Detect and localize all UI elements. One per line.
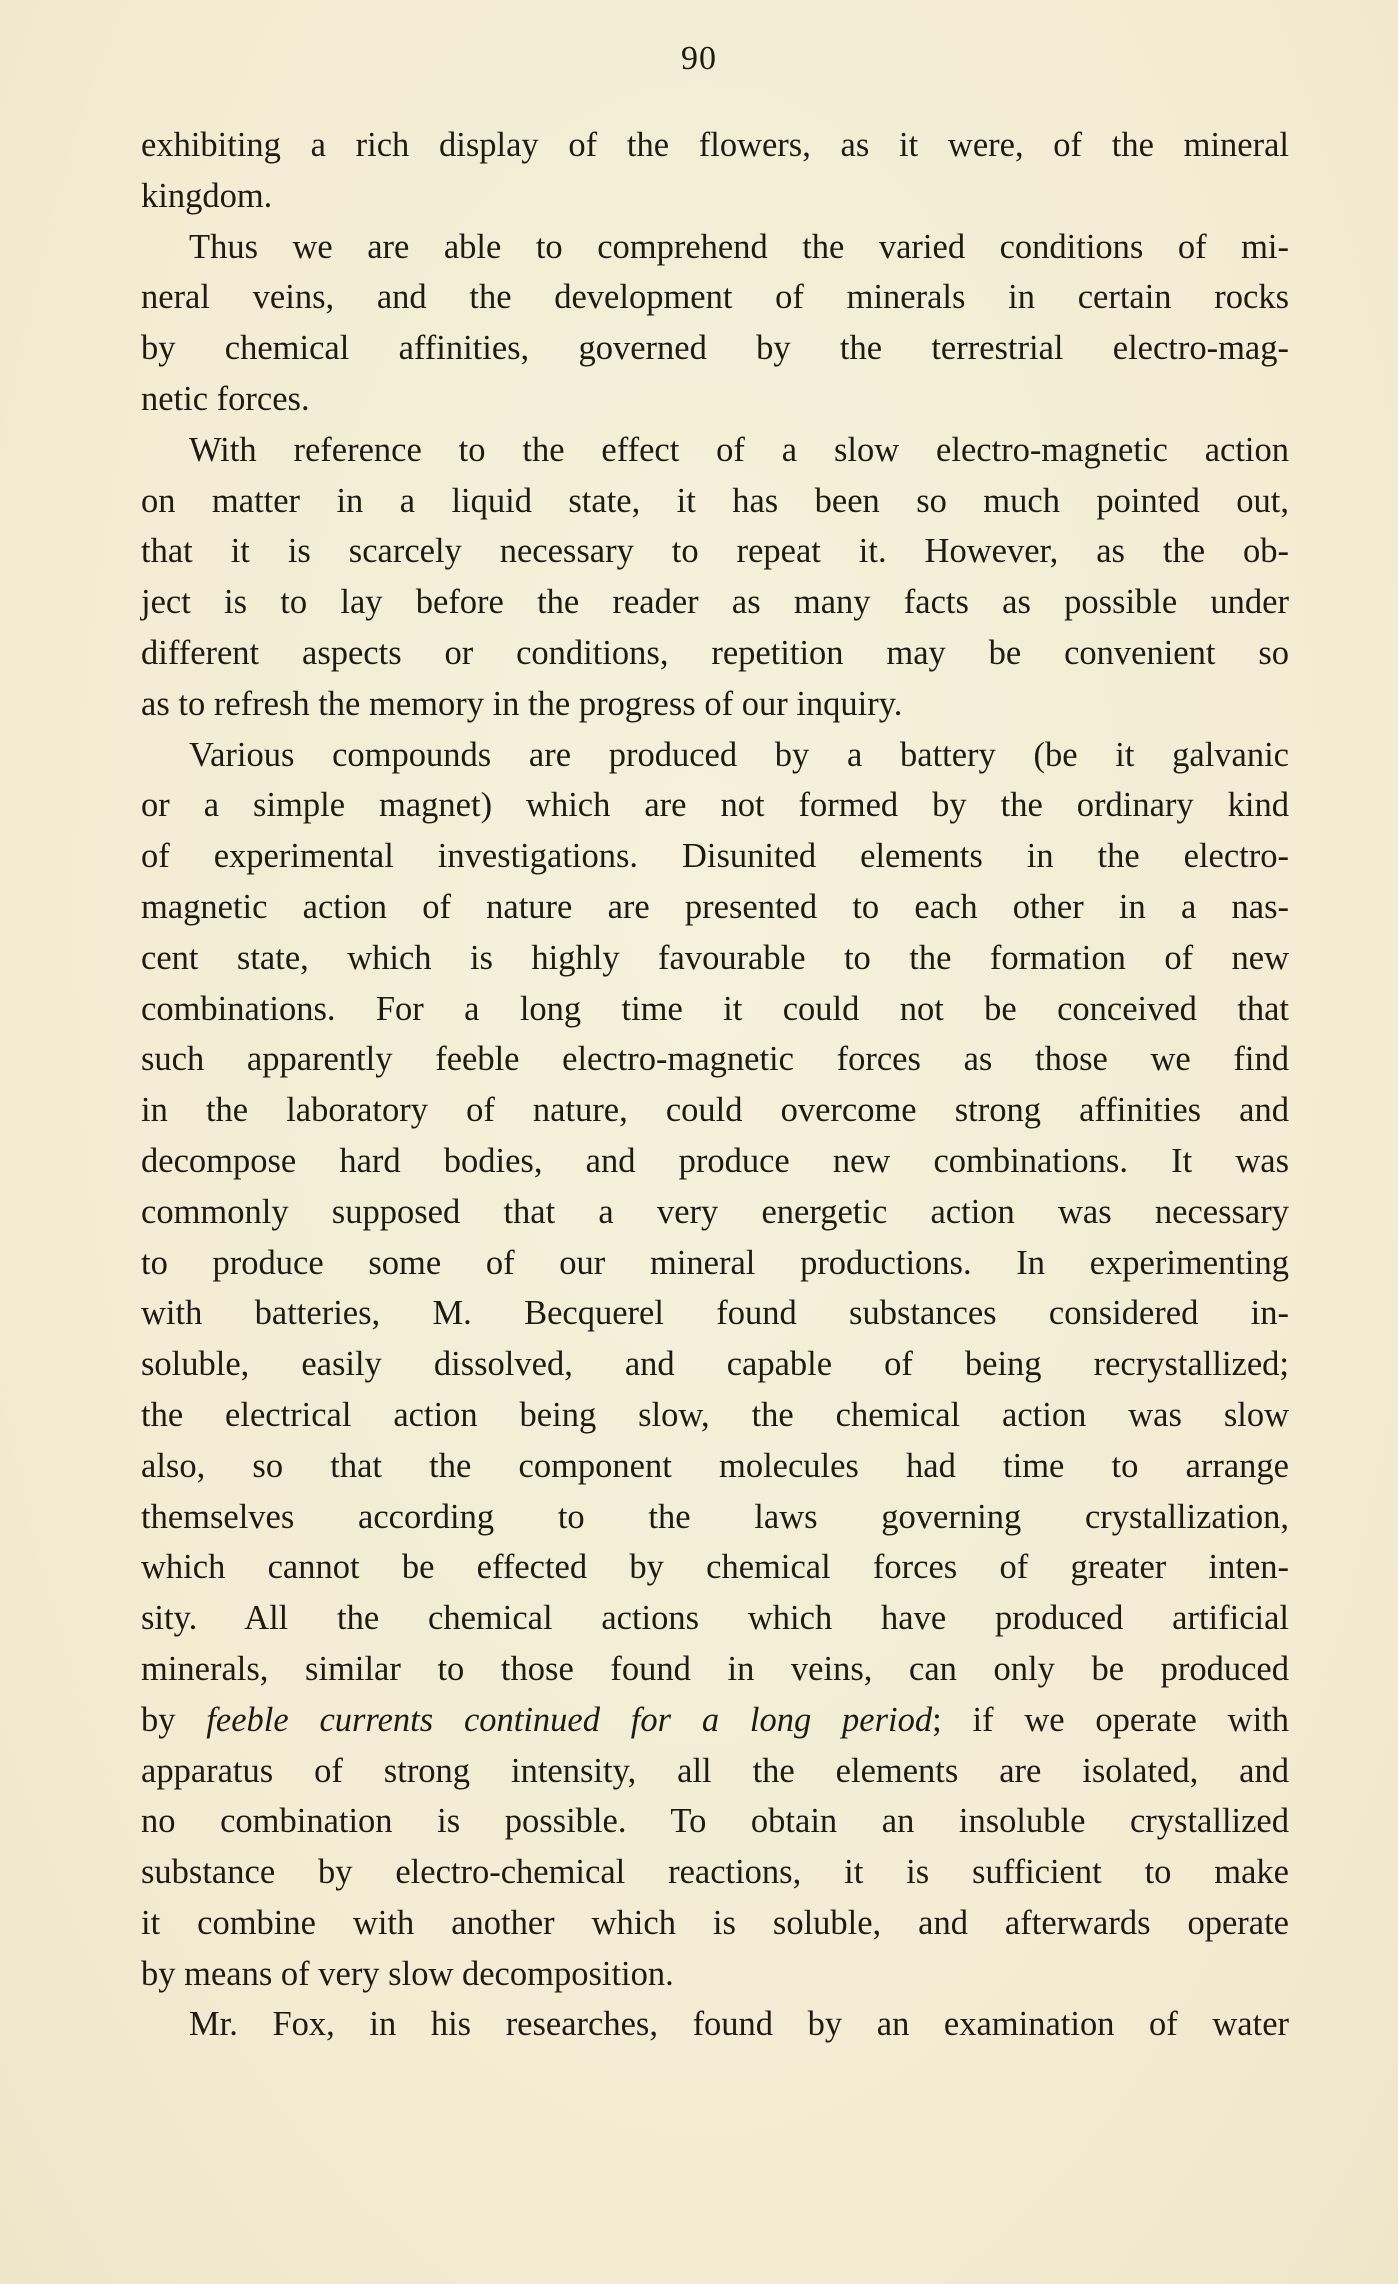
text-line: soluble, easily dissolved, and capable of being recrystallized; <box>141 1345 1289 1384</box>
text-line: magnetic action of nature are presented to each other in a nas- <box>141 887 1289 926</box>
text-line: sity. All the chemical actions which have produced artificial <box>141 1599 1289 1638</box>
text-line: such apparently feeble electro-magnetic forces as those we find <box>141 1040 1289 1079</box>
text-line: cent state, which is highly favourable to the formation of new <box>141 938 1289 977</box>
text-line: Thus we are able to comprehend the varied conditions of mi- <box>189 227 1289 266</box>
text-line: by chemical affinities, governed by the terrestrial electro-mag- <box>141 329 1289 368</box>
text-line: or a simple magnet) which are not formed by the ordinary kind <box>141 786 1289 825</box>
italic-phrase: feeble currents continued for a long period <box>206 1700 933 1739</box>
text-line: also, so that the component molecules had time to arrange <box>141 1446 1289 1485</box>
text-line: on matter in a liquid state, it has been so much pointed out, <box>141 481 1289 520</box>
text-line: as to refresh the memory in the progress of our inquiry. <box>141 684 903 723</box>
text-line: with batteries, M. Becquerel found substances considered in- <box>141 1294 1289 1333</box>
text-line: kingdom. <box>141 176 273 215</box>
text-line: no combination is possible. To obtain an insoluble crystallized <box>141 1802 1289 1841</box>
text-line: decompose hard bodies, and produce new combinations. It was <box>141 1141 1289 1180</box>
text-line: Mr. Fox, in his researches, found by an examination of water <box>189 2005 1289 2044</box>
text-line: Various compounds are produced by a battery (be it galvanic <box>189 735 1289 774</box>
text-line: which cannot be effected by chemical forces of greater inten- <box>141 1548 1289 1587</box>
text-line: themselves according to the laws governing crystallization, <box>141 1497 1289 1536</box>
text-line: exhibiting a rich display of the flowers, as it were, of the mineral <box>141 126 1289 164</box>
text-line: netic forces. <box>141 379 310 418</box>
text-line: in the laboratory of nature, could overcome strong affinities and <box>141 1091 1289 1130</box>
text-line: it combine with another which is soluble, and afterwards operate <box>141 1903 1289 1942</box>
text-line: to produce some of our mineral productions. In experimenting <box>141 1243 1289 1282</box>
text-line: minerals, similar to those found in veins, can only be produced <box>141 1649 1289 1688</box>
text-line: that it is scarcely necessary to repeat it. However, as the ob- <box>141 532 1289 571</box>
text-line: substance by electro-chemical reactions, it is sufficient to make <box>141 1853 1289 1892</box>
text-line: ject is to lay before the reader as many facts as possible under <box>141 583 1289 622</box>
text-line: apparatus of strong intensity, all the elements are isolated, and <box>141 1751 1289 1790</box>
text-line: commonly supposed that a very energetic action was necessary <box>141 1192 1289 1231</box>
text-line: combinations. For a long time it could not be conceived that <box>141 989 1289 1028</box>
text-line: neral veins, and the development of minerals in certain rocks <box>141 278 1289 317</box>
text-line: of experimental investigations. Disunited elements in the electro- <box>141 837 1289 876</box>
text-line: With reference to the effect of a slow electro-magnetic action <box>189 430 1289 469</box>
text-line: by means of very slow decomposition. <box>141 1954 674 1993</box>
page-number: 90 <box>681 40 717 77</box>
text-line: the electrical action being slow, the chemical action was slow <box>141 1395 1289 1434</box>
text-line <box>141 1695 1289 1746</box>
text-segment: by <box>141 1700 207 1739</box>
text-segment: ; if we operate with <box>932 1700 1289 1739</box>
body-text <box>141 120 1289 2050</box>
text-line: different aspects or conditions, repetition may be convenient so <box>141 633 1289 672</box>
